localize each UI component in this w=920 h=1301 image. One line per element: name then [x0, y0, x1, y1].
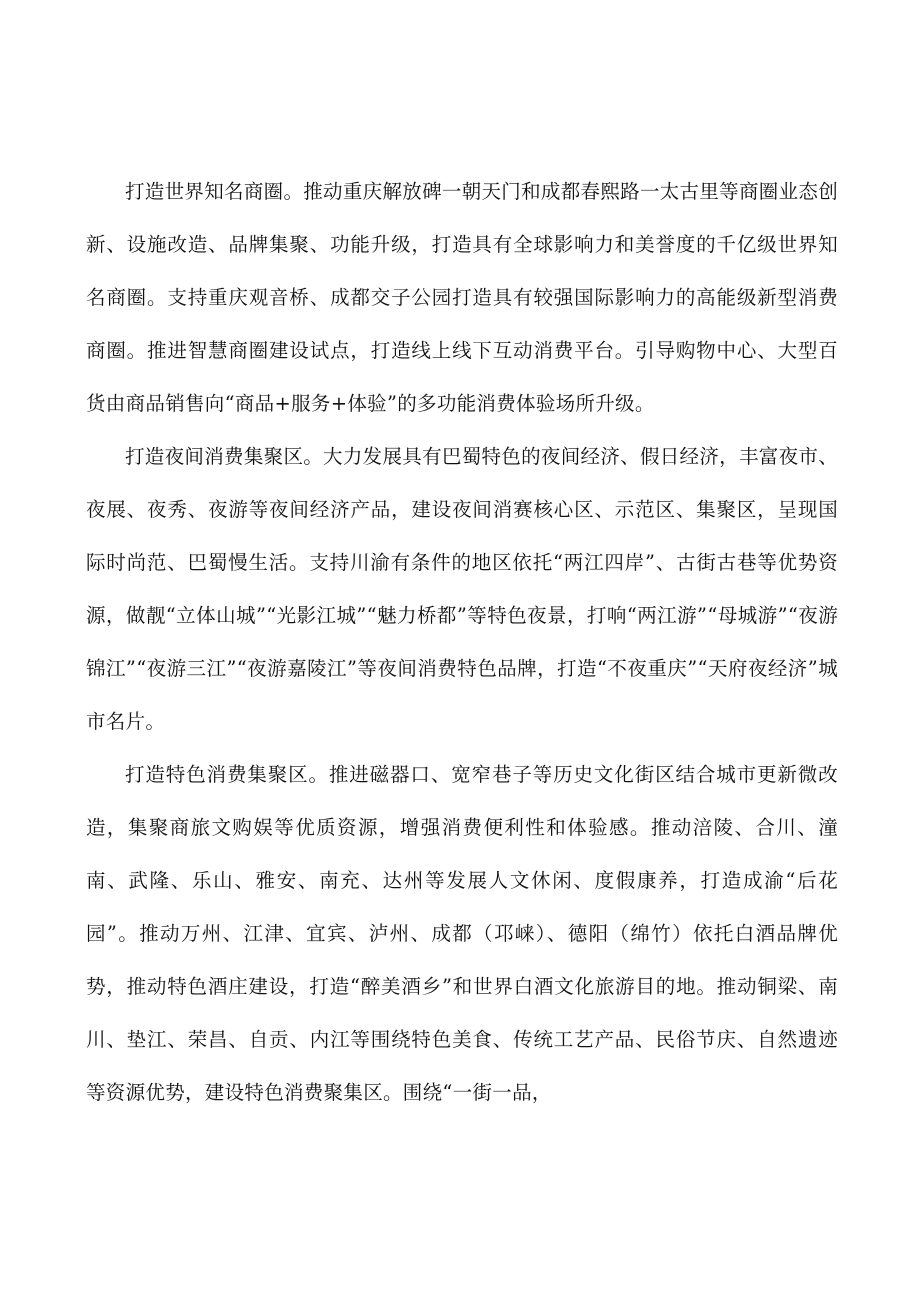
document-body	[86, 165, 838, 1119]
paragraph-featured-consumption-cluster: 打造特色消费集聚区。推进磁器口、宽窄巷子等历史文化街区结合城市更新微改造，集聚商旅文购娱等优质资源，增强消费便利性和体验感。推动涪陵、合川、潼南、武隆、乐山、雅安、南充、达州等发展人文休闲、度假康养，打造成渝“后花园”。推动万州、江津、宜宾、泸州、成都（邛崃）、德阳（绵竹）依托白酒品牌优势，推动特色酒庄建设，打造“醉美酒乡”和世界白酒文化旅游目的地。推动铜梁、南川、垫江、荣昌、自贡、内江等围绕特色美食、传统工艺产品、民俗节庆、自然遗迹等资源优势，建设特色消费聚集区。围绕“一街一品，	[86, 763, 838, 1104]
paragraph-night-consumption-cluster: 打造夜间消费集聚区。大力发展具有巴蜀特色的夜间经济、假日经济，丰富夜市、夜展、夜秀、夜游等夜间经济产品，建设夜间消赛核心区、示范区、集聚区，呈现国际时尚范、巴蜀慢生活。支持川渝有条件的地区依托“两江四岸”、古街古巷等优势资源，做靓“立体山城”“光影江城”“魅力桥都”等特色夜景，打响“两江游”“母城游”“夜游锦江”“夜游三江”“夜游嘉陵江”等夜间消费特色品牌，打造“不夜重庆”“天府夜经济”城市名片。	[86, 445, 838, 733]
paragraph-world-famous-business-district: 打造世界知名商圈。推动重庆解放碑一朝天门和成都春熙路一太古里等商圈业态创新、设施改造、品牌集聚、功能升级，打造具有全球影响力和美誉度的千亿级世界知名商圈。支持重庆观音桥、成都交子公园打造具有较强国际影响力的高能级新型消费商圈。推进智慧商圈建设试点，打造线上线下互动消费平台。引导购物中心、大型百货由商品销售向“商品+服务+体验”的多功能消费体验场所升级。	[86, 180, 838, 415]
